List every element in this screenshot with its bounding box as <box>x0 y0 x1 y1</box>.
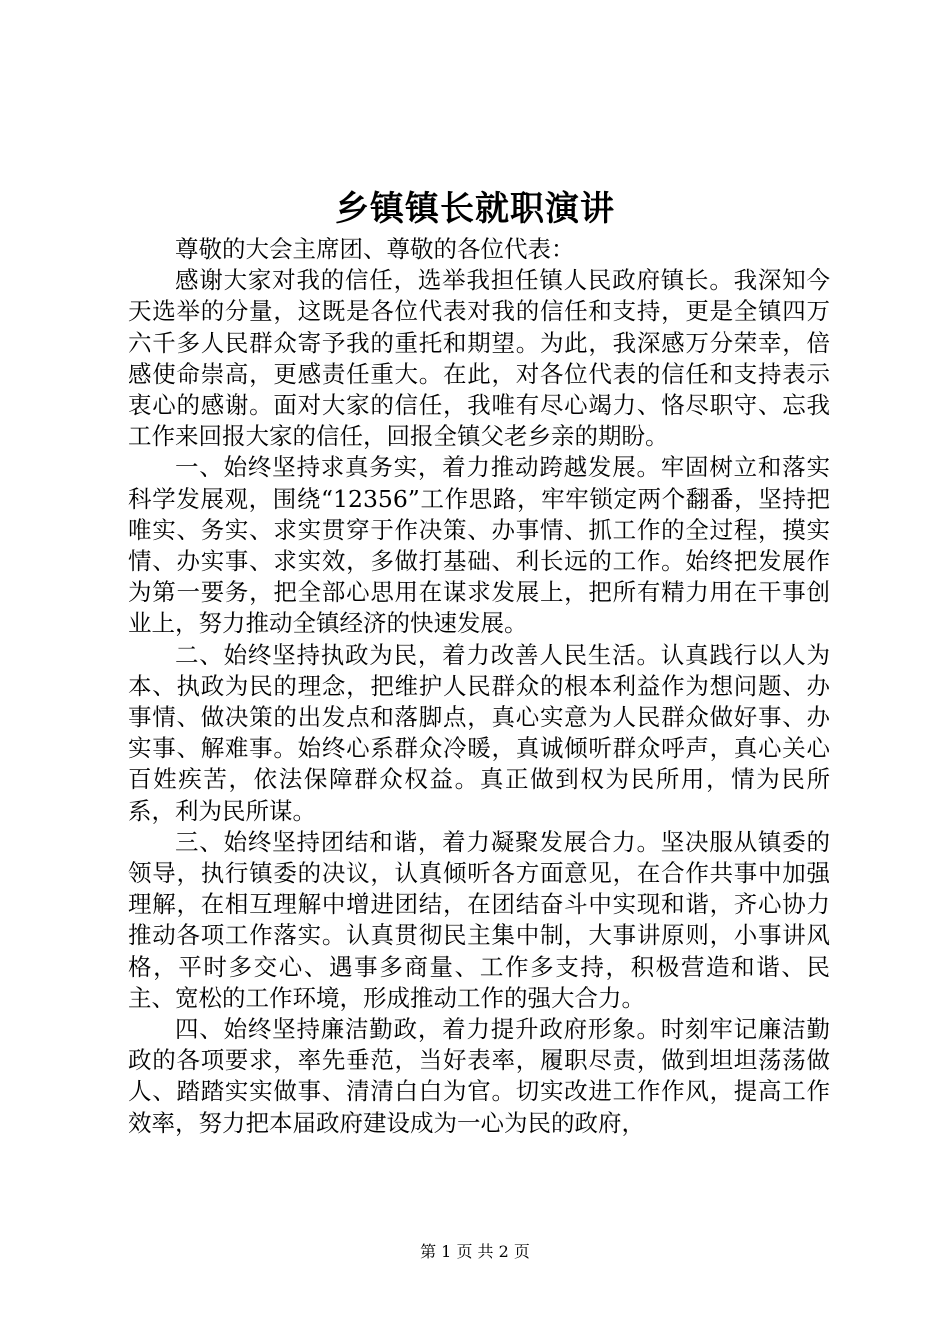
point-three-paragraph: 三、始终坚持团结和谐，着力凝聚发展合力。坚决服从镇委的领导，执行镇委的决议，认真倾听各方面意见，在合作共事中加强理解，在相互理解中增进团结，在团结奋斗中实现和谐，齐心协力推动各项工作落实。认真贯彻民主集中制，大事讲原则，小事讲风格，平时多交心、遇事多商量、工作多支持，积极营造和谐、民主、宽松的工作环境，形成推动工作的强大合力。 <box>128 827 830 1012</box>
point-four-paragraph: 四、始终坚持廉洁勤政，着力提升政府形象。时刻牢记廉洁勤政的各项要求，率先垂范，当好表率，履职尽责，做到坦坦荡荡做人、踏踏实实做事、清清白白为官。切实改进工作作风，提高工作效率，努力把本届政府建设成为一心为民的政府， <box>128 1015 830 1137</box>
page-footer: 第 1 页 共 2 页 <box>420 1242 530 1261</box>
thanks-paragraph: 感谢大家对我的信任，选举我担任镇人民政府镇长。我深知今天选举的分量，这既是各位代表对我的信任和支持，更是全镇四万六千多人民群众寄予我的重托和期望。为此，我深感万分荣幸，倍感使命崇高，更感责任重大。在此，对各位代表的信任和支持表示衷心的感谢。面对大家的信任，我唯有尽心竭力、恪尽职守、忘我工作来回报大家的信任，回报全镇父老乡亲的期盼。 <box>128 266 830 451</box>
point-two-paragraph: 二、始终坚持执政为民，着力改善人民生活。认真践行以人为本、执政为民的理念，把维护人民群众的根本利益作为想问题、办事情、做决策的出发点和落脚点，真心实意为人民群众做好事、办实事、解难事。始终心系群众冷暖，真诚倾听群众呼声，真心关心百姓疾苦，依法保障群众权益。真正做到权为民所用，情为民所系，利为民所谋。 <box>128 640 830 825</box>
point-one-paragraph: 一、始终坚持求真务实，着力推动跨越发展。牢固树立和落实科学发展观，围绕“12356”工作思路，牢牢锁定两个翻番，坚持把唯实、务实、求实贯穿于作决策、办事情、抓工作的全过程，摸实情、办实事、求实效，多做打基础、利长远的工作。始终把发展作为第一要务，把全部心思用在谋求发展上，把所有精力用在干事创业上，努力推动全镇经济的快速发展。 <box>128 453 830 638</box>
salutation-paragraph: 尊敬的大会主席团、尊敬的各位代表： <box>175 235 575 263</box>
document-title: 乡镇镇长就职演讲 <box>335 189 615 229</box>
document-body <box>128 234 830 1139</box>
